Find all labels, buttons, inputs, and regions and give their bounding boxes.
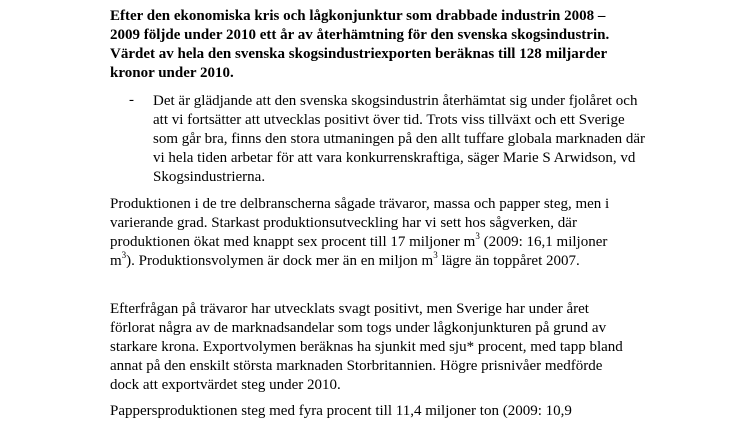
demand-paragraph: Efterfrågan på trävaror har utvecklats svagt positivt, men Sverige har under året förlorat några av de marknadsandelar som togs under lågkonjunkturen på grund av starkare krona. Exportvolymen beräknas ha sjunkit med sju* procent, med tapp bland annat på den enskilt största marknaden Storbritannien. Högre prisnivåer medförde dock att exportvärdet steg under 2010. — [110, 301, 623, 393]
production-text-d: lägre än toppåret 2007. — [437, 253, 580, 269]
production-text-b: (2009: 16,1 miljoner m — [110, 234, 608, 269]
superscript-3: 3 — [121, 250, 127, 260]
lead-paragraph: Efter den ekonomiska kris och lågkonjunktur som drabbade industrin 2008 – 2009 följde under 2010 ett år av återhämtning för den svenska skogsindustrin. Värdet av hela den svenska skogsindustriexporten beräknas till 128 miljarder kronor under 2010. — [110, 8, 610, 81]
paper-production-paragraph: Pappersproduktionen steg med fyra procent till 11,4 miljoner ton (2009: 10,9 — [110, 403, 572, 419]
superscript-3: 3 — [433, 250, 438, 260]
production-text-a: Produktionen i de tre delbranscherna sågade trävaror, massa och papper steg, men i varierande grad. Starkast produktionsutveckling har vi sett hos sågverken, där produktionen ökat med knappt sex procent till 17 miljoner m — [110, 196, 610, 250]
quote-text: Det är glädjande att den svenska skogsindustrin återhämtat sig under fjolåret och att vi fortsätter att utvecklas positivt över tid. Trots viss tillväxt och ett Sverige som går bra, finns den stora utmaningen på den allt tuffare globala marknaden där vi hela tiden arbetar för att vara konkurrenskraftiga, säger Marie S Arwidson, vd Skogsindustrierna. — [153, 93, 646, 185]
production-text-c: ). Produktionsvolymen är dock mer än en miljon m — [126, 253, 434, 269]
production-paragraph — [110, 195, 630, 271]
quote-dash: - — [129, 92, 134, 108]
superscript-3: 3 — [475, 231, 480, 241]
